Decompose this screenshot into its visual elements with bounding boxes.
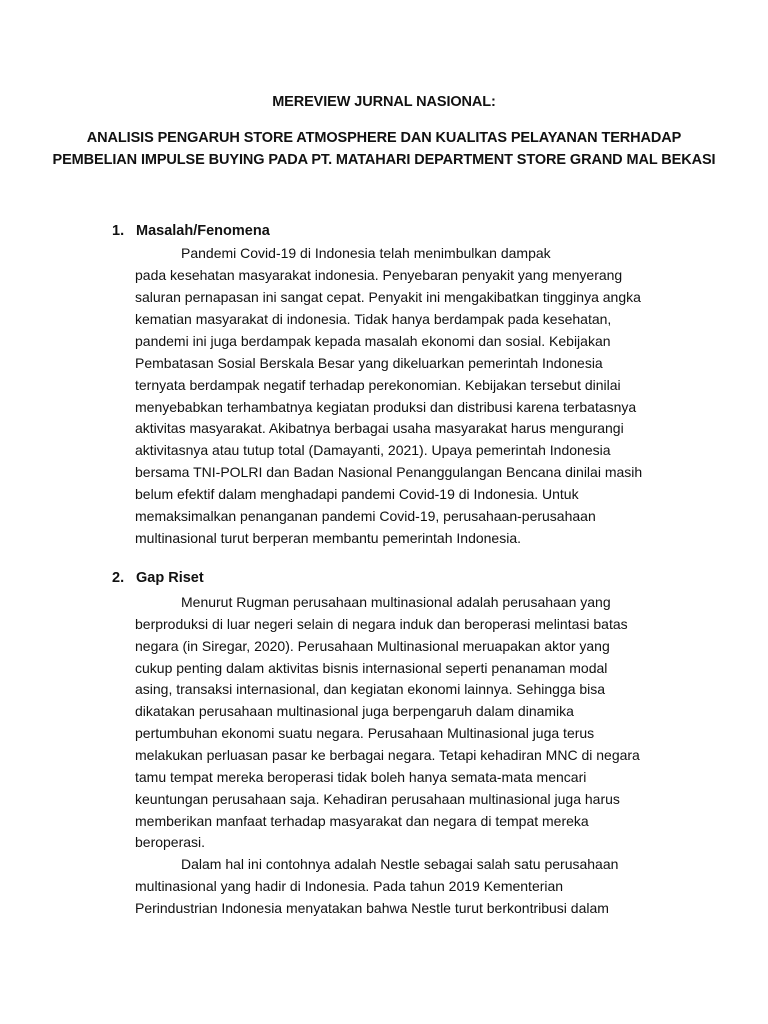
paragraph-line: negara (in Siregar, 2020). Perusahaan Multinasional meruapakan aktor yang (135, 638, 610, 654)
paragraph-line: kematian masyarakat di indonesia. Tidak hanya berdampak pada kesehatan, (135, 311, 612, 327)
paragraph-line: aktivitas masyarakat. Akibatnya berbagai usaha masyarakat harus mengurangi (135, 420, 624, 436)
paragraph-line: pada kesehatan masyarakat indonesia. Penyebaran penyakit yang menyerang (135, 267, 623, 283)
paragraph-line: dikatakan perusahaan multinasional juga berpengaruh dalam dinamika (135, 703, 574, 719)
section-number: 2. (112, 570, 125, 586)
paragraph-line: multinasional turut berperan membantu pemerintah Indonesia. (135, 530, 522, 546)
paragraph-line: beroperasi. (135, 834, 206, 850)
paragraph-line: tamu tempat mereka beroperasi tidak boleh hanya semata-mata mencari (135, 769, 587, 785)
paragraph-line: berproduksi di luar negeri selain di negara induk dan beroperasi melintasi batas (135, 616, 628, 632)
section-heading (112, 223, 270, 239)
paragraph-line: Perindustrian Indonesia menyatakan bahwa Nestle turut berkontribusi dalam (135, 900, 609, 916)
paragraph-line: Menurut Rugman perusahaan multinasional adalah perusahaan yang (181, 594, 611, 610)
paragraph-line: Dalam hal ini contohnya adalah Nestle sebagai salah satu perusahaan (181, 856, 619, 872)
section-number: 1. (112, 223, 125, 239)
section-title: Gap Riset (136, 570, 204, 586)
document-title-line-2: PEMBELIAN IMPULSE BUYING PADA PT. MATAHARI DEPARTMENT STORE GRAND MAL BEKASI (52, 152, 716, 168)
paragraph-line: multinasional yang hadir di Indonesia. Pada tahun 2019 Kementerian (135, 878, 564, 894)
paragraph-line: cukup penting dalam aktivitas bisnis internasional seperti penanaman modal (135, 660, 608, 676)
paragraph-line: melakukan perluasan pasar ke berbagai negara. Tetapi kehadiran MNC di negara (135, 747, 640, 763)
paragraph-line: bersama TNI-POLRI dan Badan Nasional Penanggulangan Bencana dinilai masih (135, 464, 643, 480)
paragraph-line: pandemi ini juga berdampak kepada masalah ekonomi dan sosial. Kebijakan (135, 333, 611, 349)
paragraph-line: saluran pernapasan ini sangat cepat. Penyakit ini mengakibatkan tingginya angka (135, 289, 641, 305)
paragraph-line: menyebabkan terhambatnya kegiatan produksi dan distribusi karena terbatasnya (135, 399, 637, 415)
paragraph-line: memaksimalkan penanganan pandemi Covid-19, perusahaan-perusahaan (135, 508, 596, 524)
paragraph-line: pertumbuhan ekonomi suatu negara. Perusahaan Multinasional juga terus (135, 725, 595, 741)
paragraph-line: keuntungan perusahaan saja. Kehadiran perusahaan multinasional juga harus (135, 791, 620, 807)
document-title-line-1: ANALISIS PENGARUH STORE ATMOSPHERE DAN KUALITAS PELAYANAN TERHADAP (86, 130, 682, 146)
paragraph-line: memberikan manfaat terhadap masyarakat dan negara di tempat mereka (135, 813, 589, 829)
section-heading (112, 570, 204, 586)
paragraph-line: aktivitasnya atau tutup total (Damayanti, 2021). Upaya pemerintah Indonesia (135, 442, 611, 458)
paragraph-line: Pandemi Covid-19 di Indonesia telah menimbulkan dampak (181, 245, 551, 261)
section-title: Masalah/Fenomena (136, 223, 270, 239)
paragraph-line: Pembatasan Sosial Berskala Besar yang dikeluarkan pemerintah Indonesia (135, 355, 603, 371)
paragraph-line: belum efektif dalam menghadapi pandemi Covid-19 di Indonesia. Untuk (135, 486, 579, 502)
document-heading: MEREVIEW JURNAL NASIONAL: (272, 94, 496, 110)
paragraph-line: ternyata berdampak negatif terhadap perekonomian. Kebijakan tersebut dinilai (135, 377, 621, 393)
paragraph-line: asing, transaksi internasional, dan kegiatan ekonomi lainnya. Sehingga bisa (135, 681, 606, 697)
